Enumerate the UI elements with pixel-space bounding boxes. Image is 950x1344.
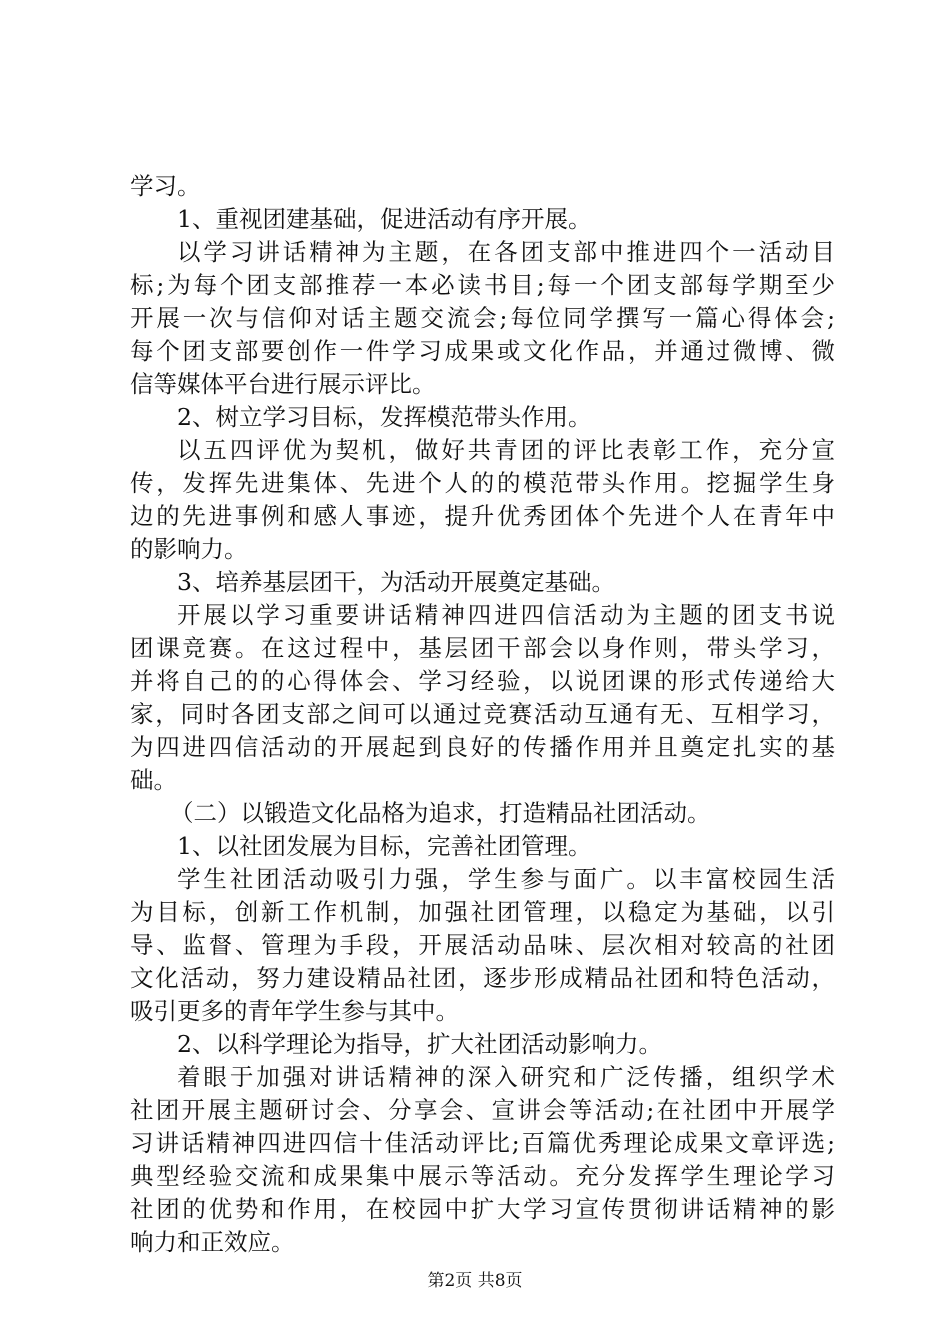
text-line: 以五四评优为契机，做好共青团的评比表彰工作，充分宣 (177, 436, 835, 464)
text-line: 并将自己的的心得体会、学习经验，以说团课的形式传递给大 (130, 667, 835, 695)
text-line: 典型经验交流和成果集中展示等活动。充分发挥学生理论学习 (130, 1162, 835, 1190)
text-line: 3、培养基层团干，为活动开展奠定基础。 (177, 568, 615, 596)
text-line: 社团开展主题研讨会、分享会、宣讲会等活动;在社团中开展学 (130, 1096, 835, 1124)
text-line: 础。 (130, 766, 177, 794)
text-line: 着眼于加强对讲话精神的深入研究和广泛传播，组织学术 (177, 1063, 835, 1091)
text-line: （二）以锻造文化品格为追求，打造精品社团活动。 (170, 799, 711, 827)
text-line: 为四进四信活动的开展起到良好的传播作用并且奠定扎实的基 (130, 733, 835, 761)
text-line: 标;为每个团支部推荐一本必读书目;每一个团支部每学期至少 (130, 271, 835, 299)
text-line: 团课竞赛。在这过程中，基层团干部会以身作则，带头学习， (130, 634, 835, 662)
text-line: 学习。 (130, 172, 201, 200)
text-line: 1、重视团建基础，促进活动有序开展。 (177, 205, 592, 233)
text-line: 2、以科学理论为指导，扩大社团活动影响力。 (177, 1030, 662, 1058)
text-line: 信等媒体平台进行展示评比。 (130, 370, 436, 398)
text-line: 为目标，创新工作机制，加强社团管理，以稳定为基础，以引 (130, 898, 835, 926)
text-line: 学生社团活动吸引力强，学生参与面广。以丰富校园生活 (177, 865, 835, 893)
text-line: 边的先进事例和感人事迹，提升优秀团体个先进个人在青年中 (130, 502, 835, 530)
text-line: 习讲话精神四进四信十佳活动评比;百篇优秀理论成果文章评选; (130, 1129, 835, 1157)
text-line: 开展以学习重要讲话精神四进四信活动为主题的团支书说 (177, 601, 835, 629)
text-line: 社团的优势和作用，在校园中扩大学习宣传贯彻讲话精神的影 (130, 1195, 835, 1223)
text-line: 2、树立学习目标，发挥模范带头作用。 (177, 403, 592, 431)
text-line: 传，发挥先进集体、先进个人的的模范带头作用。挖掘学生身 (130, 469, 835, 497)
document-body (130, 170, 835, 1259)
text-line: 的影响力。 (130, 535, 248, 563)
text-line: 开展一次与信仰对话主题交流会;每位同学撰写一篇心得体会; (130, 304, 835, 332)
text-line: 每个团支部要创作一件学习成果或文化作品，并通过微博、微 (130, 337, 835, 365)
text-line: 响力和正效应。 (130, 1228, 295, 1256)
text-line: 文化活动，努力建设精品社团，逐步形成精品社团和特色活动， (130, 964, 835, 992)
text-line: 吸引更多的青年学生参与其中。 (130, 997, 459, 1025)
text-line: 1、以社团发展为目标，完善社团管理。 (177, 832, 592, 860)
text-line: 以学习讲话精神为主题，在各团支部中推进四个一活动目 (177, 238, 835, 266)
text-line: 导、监督、管理为手段，开展活动品味、层次相对较高的社团 (130, 931, 835, 959)
page-number-footer: 第2页 共8页 (427, 1271, 523, 1291)
text-line: 家，同时各团支部之间可以通过竞赛活动互通有无、互相学习， (130, 700, 835, 728)
